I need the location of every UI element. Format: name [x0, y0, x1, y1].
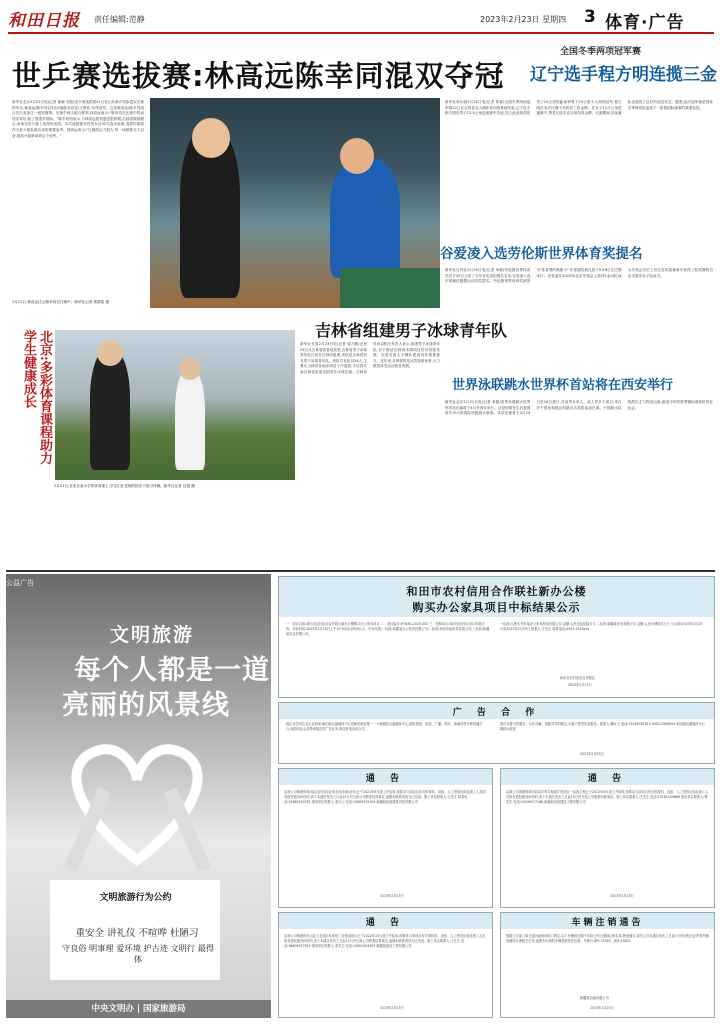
heart-hands-icon [50, 720, 225, 870]
lead-photo [150, 98, 440, 308]
editor-line: 责任编辑:范静 [94, 15, 145, 24]
biathlon-kicker: 全国冬季两项冠军赛 [560, 47, 642, 57]
bid-notice-title-line1: 和田市农村信用合作联社新办公楼 [406, 585, 587, 598]
notice-3-body: 由我公司承建的皮山县工业园区标准化厂房建设项目已于2022年10月竣工并验收,现要求与该项目有关的材料、设备、人工等供应商及施工人员如有债权债务纠纷的,请于本通告发布之日起15日内与我公司联系结算事宜,逾期未联系者视为已结清。施工单位联系人:王先生 电话:18609037553 建设单位联系人:李先生 电话:15001504353 新疆某建设工程有限公司 [284, 934, 486, 948]
ad-coop-date: 2023年2月23日 [580, 752, 604, 756]
ad-coop-body-right: 我们本着为您服务、合作共赢、资源共享的理念,为客户提供优质服务。联系人:魏女士 电话:15199787813 0903-2908004 和田地区融媒体中心媒体运营部 [500, 722, 705, 731]
bid-notice-body-right: 一标段:乌鲁木齐市某办公家具制造有限公司 金额:人民币伍拾陆万元 二标段:新疆某家具有限公司 金额:人民币肆拾贰万元 公示期:2023年2月23日至2023年2月25日 联系人:王先生 联系电话:0903-2516xxx [500, 622, 703, 631]
notice-2-date: 2023年2月23日 [610, 894, 634, 898]
hockey-headline: 吉林省组建男子冰球青年队 [315, 321, 508, 340]
biathlon-headline: 辽宁选手程方明连揽三金 [530, 65, 717, 85]
ad-coop-body-left: 地区各类单位及企业商家:和田地区融媒体中心是和田地区唯一一个地级综合融媒体中心,拥有报纸、电视、广播、网站、新媒体等多种传播平台,现面向社会各界承接各类广告业务,欢迎来电洽谈合作。 [286, 722, 483, 731]
notice-4-sign: 新疆某运输有限公司 [580, 996, 609, 1000]
civic-pact-line1: 重安全 讲礼仪 不喧哗 杜陋习 [75, 928, 199, 939]
notice-3-title: 通 告 [365, 918, 406, 928]
notice-1-body: 由我公司承建的和田县农村信用社营业用房(新业务)已于2022年6月竣工并验收,现要求与该项目有关的材料、设备、人工等供应商及施工人员如有债权债务纠纷的,请于本通告发布之日起15日内与我公司联系结算事宜,逾期未联系者视为已结清。施工单位联系人:王先生 联系电话:15982559332 建设单位联系人:李女士 电话:15609332209 新疆和田某建筑安装有限公司 [284, 790, 486, 804]
lead-body: 新华社北京2月21日电(记者 郁晓 刘智)世乒赛选拔赛21日在山东新乡结束混双决赛的争夺,林高远/陈幸同以3比0战胜刘诗雯/王楚钦,夺得冠军。这是林高远/陈幸同组合首次参加这一级别赛事。比赛中两人配合默契,林高远表示:"陈幸同在比赛中的表现非常好,给了我很多帮助。"陈幸同则表示,与林高远搭档感觉很舒服,后续将继续磨合,争取在世乒赛上取得好成绩。本次选拔赛共有男女各32名选手参赛,选拔结果将作为世乒赛参赛名单的重要参考。林高远表示:"比赛的压力很大,每一场都要全力以赴,很高兴能够拿到这个冠军。" [12, 100, 144, 138]
notice-2-body: 由我公司承建的和田县某乡村学校改扩建项目一标段工程已于2022年8月竣工并验收,现要求与该项目有关的材料、设备、人工等供应商及施工人员如有债权债务纠纷的,请于本通告发布之日起15日内与我公司联系结算事宜。施工单位联系人:王先生 电话:15161044866 建设单位联系人:曹先生 电话:15199277166 新疆和田某建设工程有限公司 [506, 790, 709, 804]
diving-headline: 世界泳联跳水世界杯首站将在西安举行 [452, 378, 674, 393]
civic-pact-line2: 守良俗 明事理 爱环境 护古迹 文明行 最得体 [61, 943, 215, 964]
notice-4-title: 车辆注销通告 [571, 918, 644, 928]
laureus-headline: 谷爱凌入选劳伦斯世界体育奖提名 [440, 246, 643, 262]
issue-date: 2023年2月23日 星期四 [480, 15, 567, 24]
diving-body: 新华社北京2月21日电(记者 单磊)世界泳联跳水世界杯首站比赛将于4月在西安举行。这是疫情发生后我国首次举办的国际顶级跳水赛事。本站比赛将于4月14日至16日进行,共设男女单人、双人等多个项目,来自多个国家和地区的跳水名将将参加比赛。中国跳水队将派出主力阵容出战,备战今年的世界锦标赛和杭州亚运会。 [445, 400, 713, 416]
page-section-name: 体育·广告 [605, 13, 685, 33]
civic-pact-title: 文明旅游行为公约 [99, 893, 172, 903]
biathlon-body: 新华社哈尔滨2月22日电(记者 郭睿)全国冬季两项冠军赛22日在吉林省北大湖体育训练基地结束,辽宁选手程方明在男子12.5公里追逐赛中夺冠,加上此前获得的男子10公里短距离和男子20公里个人两项冠军,程方明在本次比赛中共收获三枚金牌。在女子12.5公里追逐赛中,黑龙江选手孟凡琪夺得金牌。比赛期间,各参赛队伍展现了良好的竞技状态。据悉,此次冠军赛是国家冬季两项队备战下一阶段国际赛事的重要检验。 [445, 100, 713, 116]
civic-ad-slogan-line1: 每个人都是一道 [74, 655, 270, 686]
school-sports-vertical-title: 北京:多彩体育课程助力学生健康成长 [21, 330, 52, 465]
bid-notice-sign: 和田市农村信用合作联社 [560, 676, 596, 680]
notice-1-title: 通 告 [365, 774, 406, 784]
civic-ad-label: 公益广告 [6, 579, 34, 587]
ad-coop-title: 广 告 合 作 [452, 708, 541, 718]
bid-notice-title-line2: 购买办公家具项目中标结果公示 [412, 601, 581, 614]
newspaper-logo: 和田日报 [8, 11, 80, 31]
notice-3-date: 2023年2月23日 [380, 1006, 404, 1010]
masthead [8, 6, 714, 34]
page-number: 3 [584, 7, 596, 27]
lead-headline: 世乒赛选拔赛:林高远陈幸同混双夺冠 [12, 59, 505, 93]
notice-4-date: 2023年2月23日 [590, 1006, 614, 1010]
notice-2-title: 通 告 [587, 774, 628, 784]
school-sports-photo [55, 330, 295, 480]
notice-4-body: 根据公安部门和交通运输管理部门规定,以下车辆因长期不年检已列入强制注销名单,特此通告,请车主在本通告发布之日起7日内持相关证件到车辆管理所办理相关手续,逾期未办理的车辆将被依法注销。车牌号:新R-37463、新R-31802 [506, 934, 709, 943]
section-divider [6, 570, 715, 572]
hockey-body: 新华社长春2月23日电(记者 周万鹏)记者23日从吉林省体育局获悉,吉林省男子冰球青年队日前在吉林市组建,该队是吉林省首支男子冰球青年队。该队共有队员24人,主要从吉林省各地冰球苗子中选拔,今后将代表吉林省参加全国青年冰球比赛。吉林省体育局相关负责人表示,组建男子冰球青年队,对于推动吉林省冰球项目的可持续发展、完善后备人才梯队建设具有重要意义。近年来,吉林省依托冰雪资源优势,大力推进冰雪运动普及发展。 [300, 342, 440, 374]
notice-1-date: 2023年2月23日 [380, 894, 404, 898]
civic-ad-title: 文明旅游 [110, 624, 195, 646]
bid-notice-date: 2023年2月23日 [568, 683, 592, 687]
bid-notice-body-left: 一、项目名称:和田市农村信用合作联社新办公楼购买办公家具项目 二、项目编号:HTNXS-2023-002 三、采购单位:和田市农村信用合作联社 四、开标时间:2023年2月20日上午10:30(北京时间) 五、中标结果:一标段:新疆某办公家具有限公司;二标段:和田市某家具有限公司;三标段:新疆某实业有限公司。 [286, 622, 490, 636]
lead-photo-caption: 2月21日,林高远(左)/陈幸同在比赛中。新华社记者 郭绪雷 摄 [12, 300, 109, 304]
school-sports-caption: 2月21日,在北京某小学的体育课上,学生们在老师的指导下练习体操。新华社记者 任超 摄 [54, 484, 195, 488]
civic-ad-slogan-line2: 亮丽的风景线 [62, 690, 230, 721]
civic-ad-footer: 中央文明办 | 国家旅游局 [6, 1000, 271, 1018]
laureus-body: 新华社日内瓦2月20日电(记者 单磊)劳伦斯世界体育奖官方20日公布了今年各奖项的提名名单,谷爱凌入选年度最佳极限运动员奖提名。劳伦斯世界体育奖被誉为"体育界的奥斯卡",年度颁奖典礼将于5月8日在巴黎举行。谷爱凌在2022年北京冬奥会上获得2金1银,成为冬奥会历史上首位在单届赛事中获得三枚奖牌的自由式滑雪女子运动员。 [445, 268, 713, 284]
